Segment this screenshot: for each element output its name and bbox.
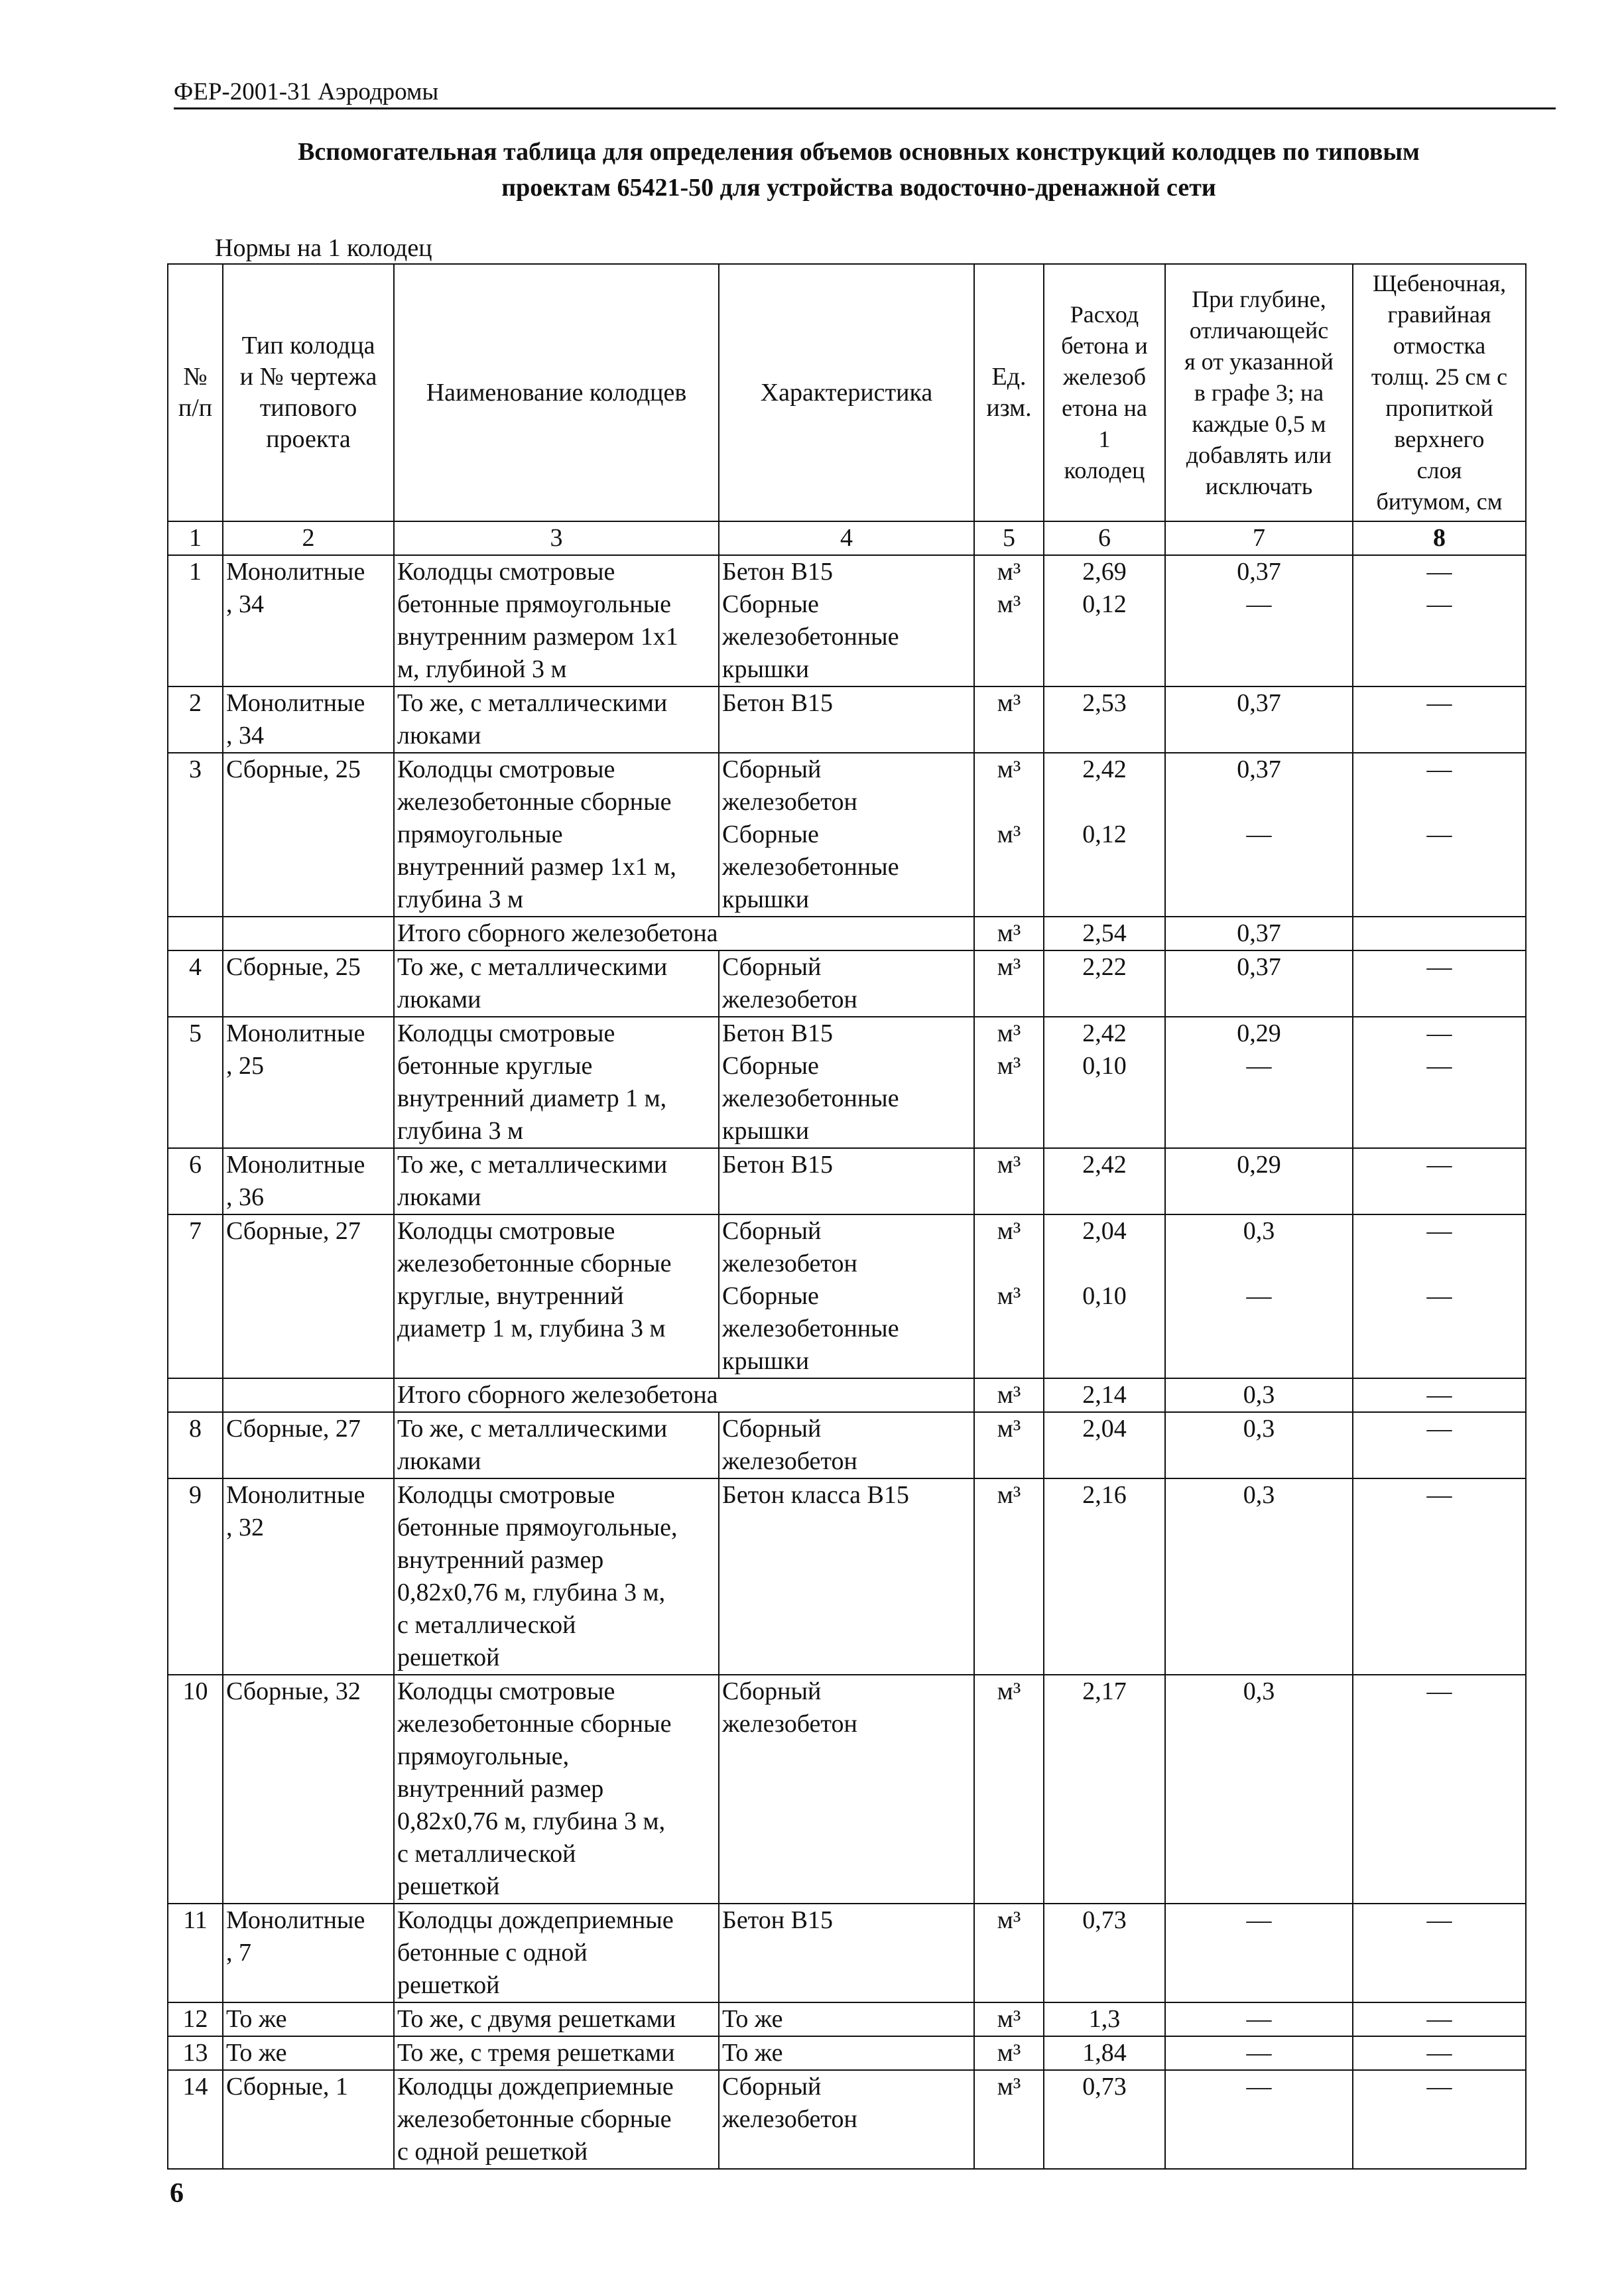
cell-type: Сборные, 25 — [223, 950, 394, 1017]
table-total-row — [168, 917, 1526, 950]
table-row — [168, 2070, 1526, 2169]
cell-depth-adjust: — — [1165, 1904, 1353, 2002]
cell-type: Монолитные , 34 — [223, 555, 394, 686]
cell-consumption: 2,42 — [1044, 1148, 1165, 1214]
cell-consumption: 2,69 0,12 — [1044, 555, 1165, 686]
cell-depth-adjust: 0,3 — [1165, 1675, 1353, 1904]
cell-blind-area: — — — [1353, 753, 1526, 917]
cell-characteristic: Сборный железобетон — [719, 1412, 974, 1478]
cell-num: 2 — [168, 686, 223, 753]
cell-type: То же — [223, 2036, 394, 2070]
cell-characteristic: Бетон класса В15 — [719, 1478, 974, 1675]
wells-table — [167, 263, 1527, 2170]
col-header-consumption: Расход бетона и железоб етона на 1 колодец — [1044, 264, 1165, 521]
cell-consumption: 2,17 — [1044, 1675, 1165, 1904]
cell-num: 3 — [168, 753, 223, 917]
cell-name: Колодцы смотровые бетонные круглые внутренний диаметр 1 м, глубина 3 м — [394, 1017, 719, 1148]
title-line-1: Вспомогательная таблица для определения объемов основных конструкций колодцев по типовым — [298, 138, 1420, 166]
cell-num — [168, 917, 223, 950]
cell-type: То же — [223, 2002, 394, 2036]
cell-unit: м³ м³ — [974, 555, 1044, 686]
cell-unit: м³ — [974, 686, 1044, 753]
cell-characteristic: Бетон В15 — [719, 1904, 974, 2002]
cell-blind-area: — — — [1353, 1017, 1526, 1148]
cell-unit: м³ — [974, 1675, 1044, 1904]
table-row — [168, 686, 1526, 753]
cell-name: То же, с двумя решетками — [394, 2002, 719, 2036]
cell-type: Монолитные , 34 — [223, 686, 394, 753]
cell-blind-area: — — [1353, 1412, 1526, 1478]
cell-type — [223, 917, 394, 950]
cell-characteristic: Сборный железобетон — [719, 2070, 974, 2169]
cell-depth-adjust: — — [1165, 2036, 1353, 2070]
cell-num: 5 — [168, 1017, 223, 1148]
cell-num: 6 — [168, 1148, 223, 1214]
col-number: 4 — [719, 521, 974, 555]
table-row — [168, 1017, 1526, 1148]
col-header-type: Тип колодца и № чертежа типового проекта — [223, 264, 394, 521]
col-number: 5 — [974, 521, 1044, 555]
cell-unit: м³ — [974, 2002, 1044, 2036]
cell-blind-area: — — [1353, 1478, 1526, 1675]
cell-name: Колодцы смотровые бетонные прямоугольные, внутренний размер 0,82х0,76 м, глубина 3 м, с металлической решеткой — [394, 1478, 719, 1675]
cell-type: Монолитные , 36 — [223, 1148, 394, 1214]
cell-total-label: Итого сборного железобетона — [394, 917, 974, 950]
title-line-2: проектам 65421-50 для устройства водосточно-дренажной сети — [501, 174, 1216, 202]
cell-depth-adjust: 0,37 — — [1165, 753, 1353, 917]
cell-num: 8 — [168, 1412, 223, 1478]
cell-type: Монолитные , 25 — [223, 1017, 394, 1148]
cell-depth-adjust: — — [1165, 2070, 1353, 2169]
cell-consumption: 2,42 0,10 — [1044, 1017, 1165, 1148]
cell-blind-area: — — [1353, 1378, 1526, 1412]
cell-num: 11 — [168, 1904, 223, 2002]
cell-name: То же, с металлическими люками — [394, 1148, 719, 1214]
column-number-row — [168, 521, 1526, 555]
cell-consumption: 2,04 0,10 — [1044, 1214, 1165, 1378]
cell-blind-area — [1353, 917, 1526, 950]
cell-blind-area: — — [1353, 2002, 1526, 2036]
cell-blind-area: — — [1353, 2036, 1526, 2070]
cell-unit: м³ — [974, 2036, 1044, 2070]
cell-name: То же, с металлическими люками — [394, 686, 719, 753]
cell-type — [223, 1378, 394, 1412]
cell-depth-adjust: 0,3 — — [1165, 1214, 1353, 1378]
cell-name: Колодцы дождеприемные бетонные с одной решеткой — [394, 1904, 719, 2002]
cell-num: 4 — [168, 950, 223, 1017]
table-total-row — [168, 1378, 1526, 1412]
cell-num: 13 — [168, 2036, 223, 2070]
col-number: 6 — [1044, 521, 1165, 555]
cell-name: Колодцы смотровые бетонные прямоугольные внутренним размером 1х1 м, глубиной 3 м — [394, 555, 719, 686]
cell-unit: м³ м³ — [974, 1214, 1044, 1378]
cell-type: Сборные, 1 — [223, 2070, 394, 2169]
cell-num: 12 — [168, 2002, 223, 2036]
cell-consumption: 0,73 — [1044, 1904, 1165, 2002]
table-title — [219, 134, 1499, 206]
header-row — [168, 264, 1526, 521]
cell-characteristic: Бетон В15 — [719, 686, 974, 753]
cell-consumption: 2,53 — [1044, 686, 1165, 753]
table-row — [168, 555, 1526, 686]
cell-consumption: 1,3 — [1044, 2002, 1165, 2036]
cell-depth-adjust: — — [1165, 2002, 1353, 2036]
cell-depth-adjust: 0,29 — [1165, 1148, 1353, 1214]
cell-unit: м³ м³ — [974, 753, 1044, 917]
cell-blind-area: — — [1353, 1675, 1526, 1904]
cell-blind-area: — — — [1353, 1214, 1526, 1378]
cell-name: Колодцы смотровые железобетонные сборные круглые, внутренний диаметр 1 м, глубина 3 м — [394, 1214, 719, 1378]
cell-name: Колодцы смотровые железобетонные сборные прямоугольные внутренний размер 1х1 м, глубина 3 м — [394, 753, 719, 917]
cell-consumption: 1,84 — [1044, 2036, 1165, 2070]
cell-unit: м³ — [974, 1412, 1044, 1478]
table-row — [168, 1904, 1526, 2002]
cell-type: Сборные, 27 — [223, 1412, 394, 1478]
cell-unit: м³ — [974, 950, 1044, 1017]
cell-num: 7 — [168, 1214, 223, 1378]
cell-unit: м³ м³ — [974, 1017, 1044, 1148]
cell-depth-adjust: 0,37 — — [1165, 555, 1353, 686]
col-number: 3 — [394, 521, 719, 555]
page-number: 6 — [170, 2178, 184, 2209]
col-header-blind-area: Щебеночная, гравийная отмостка толщ. 25 см с пропиткой верхнего слоя битумом, см — [1353, 264, 1526, 521]
cell-type: Сборные, 32 — [223, 1675, 394, 1904]
cell-blind-area: — — [1353, 1904, 1526, 2002]
cell-characteristic: Бетон В15 Сборные железобетонные крышки — [719, 1017, 974, 1148]
col-number: 8 — [1353, 521, 1526, 555]
table-row — [168, 1214, 1526, 1378]
cell-unit: м³ — [974, 1478, 1044, 1675]
cell-name: То же, с металлическими люками — [394, 1412, 719, 1478]
cell-blind-area: — — — [1353, 555, 1526, 686]
cell-num: 1 — [168, 555, 223, 686]
cell-type: Монолитные , 7 — [223, 1904, 394, 2002]
table-body — [168, 555, 1526, 2169]
cell-characteristic: То же — [719, 2036, 974, 2070]
running-header: ФЕР-2001-31 Аэродромы — [174, 78, 1556, 109]
col-header-characteristic: Характеристика — [719, 264, 974, 521]
table-row — [168, 1148, 1526, 1214]
cell-consumption: 0,73 — [1044, 2070, 1165, 2169]
cell-depth-adjust: 0,29 — — [1165, 1017, 1353, 1148]
cell-unit: м³ — [974, 1378, 1044, 1412]
cell-characteristic: Бетон В15 Сборные железобетонные крышки — [719, 555, 974, 686]
cell-depth-adjust: 0,37 — [1165, 686, 1353, 753]
cell-num — [168, 1378, 223, 1412]
cell-name: То же, с металлическими люками — [394, 950, 719, 1017]
table-row — [168, 1412, 1526, 1478]
cell-blind-area: — — [1353, 686, 1526, 753]
cell-consumption: 2,42 0,12 — [1044, 753, 1165, 917]
col-header-name: Наименование колодцев — [394, 264, 719, 521]
cell-depth-adjust: 0,3 — [1165, 1378, 1353, 1412]
table-row — [168, 950, 1526, 1017]
cell-depth-adjust: 0,37 — [1165, 917, 1353, 950]
table-row — [168, 2002, 1526, 2036]
table-row — [168, 2036, 1526, 2070]
cell-characteristic: Сборный железобетон — [719, 1675, 974, 1904]
cell-unit: м³ — [974, 1148, 1044, 1214]
norms-label: Нормы на 1 колодец — [215, 234, 432, 262]
cell-consumption: 2,16 — [1044, 1478, 1165, 1675]
cell-consumption: 2,54 — [1044, 917, 1165, 950]
cell-name: То же, с тремя решетками — [394, 2036, 719, 2070]
cell-consumption: 2,14 — [1044, 1378, 1165, 1412]
col-number: 2 — [223, 521, 394, 555]
cell-total-label: Итого сборного железобетона — [394, 1378, 974, 1412]
cell-unit: м³ — [974, 2070, 1044, 2169]
cell-num: 10 — [168, 1675, 223, 1904]
col-number: 1 — [168, 521, 223, 555]
cell-consumption: 2,22 — [1044, 950, 1165, 1017]
cell-type: Сборные, 25 — [223, 753, 394, 917]
cell-name: Колодцы смотровые железобетонные сборные прямоугольные, внутренний размер 0,82х0,76 м, глубина 3 м, с металлической решеткой — [394, 1675, 719, 1904]
col-header-num: № п/п — [168, 264, 223, 521]
cell-blind-area: — — [1353, 2070, 1526, 2169]
cell-characteristic: Бетон В15 — [719, 1148, 974, 1214]
cell-depth-adjust: 0,3 — [1165, 1478, 1353, 1675]
cell-num: 9 — [168, 1478, 223, 1675]
cell-unit: м³ — [974, 1904, 1044, 2002]
cell-type: Монолитные , 32 — [223, 1478, 394, 1675]
cell-consumption: 2,04 — [1044, 1412, 1165, 1478]
cell-blind-area: — — [1353, 950, 1526, 1017]
col-number: 7 — [1165, 521, 1353, 555]
cell-characteristic: Сборный железобетон — [719, 950, 974, 1017]
col-header-unit: Ед. изм. — [974, 264, 1044, 521]
col-header-depth-adjust: При глубине, отличающейс я от указанной в графе 3; на каждые 0,5 м добавлять или исключать — [1165, 264, 1353, 521]
cell-characteristic: Сборный железобетон Сборные железобетонные крышки — [719, 753, 974, 917]
cell-characteristic: То же — [719, 2002, 974, 2036]
cell-depth-adjust: 0,37 — [1165, 950, 1353, 1017]
cell-blind-area: — — [1353, 1148, 1526, 1214]
cell-depth-adjust: 0,3 — [1165, 1412, 1353, 1478]
table-row — [168, 753, 1526, 917]
cell-num: 14 — [168, 2070, 223, 2169]
table-row — [168, 1478, 1526, 1675]
cell-characteristic: Сборный железобетон Сборные железобетонные крышки — [719, 1214, 974, 1378]
cell-unit: м³ — [974, 917, 1044, 950]
cell-type: Сборные, 27 — [223, 1214, 394, 1378]
table-row — [168, 1675, 1526, 1904]
cell-name: Колодцы дождеприемные железобетонные сборные с одной решеткой — [394, 2070, 719, 2169]
